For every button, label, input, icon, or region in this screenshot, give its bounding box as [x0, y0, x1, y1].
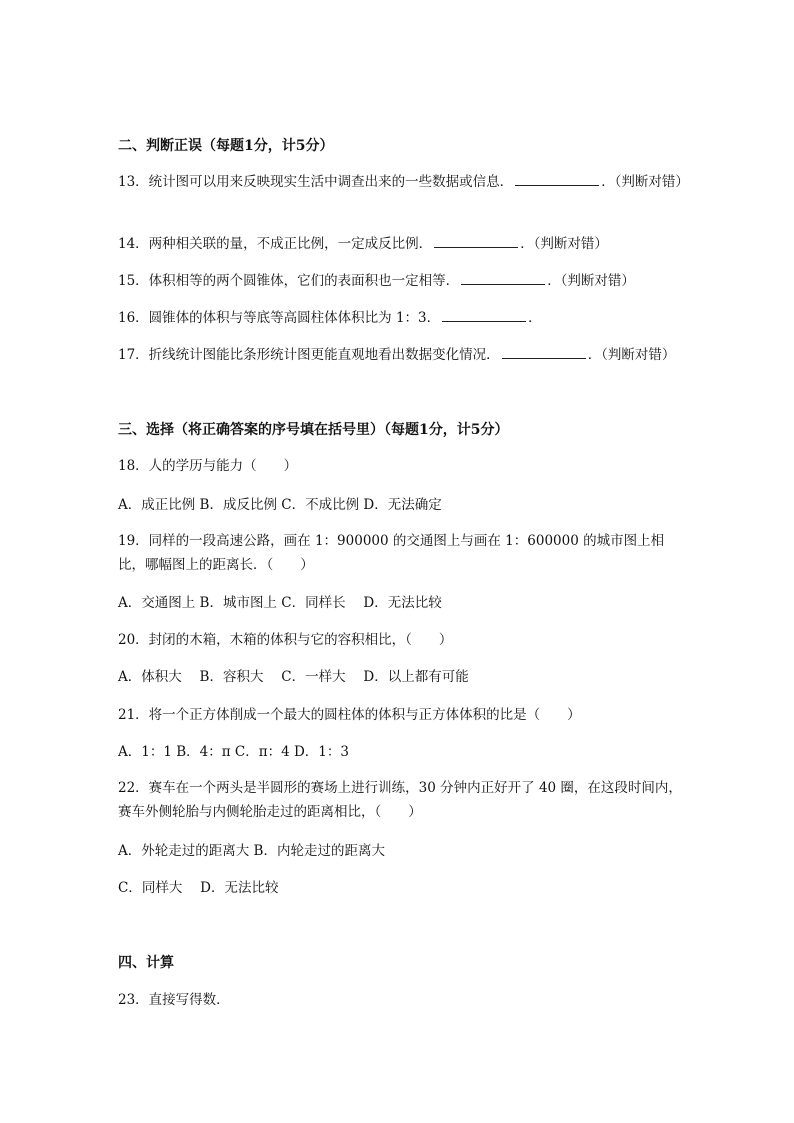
- question-15: [118, 271, 688, 291]
- question-19: 19．同样的一段高速公路，画在 1：900000 的交通图上与画在 1：600000 的城市图上相比，哪幅图上的距离长．（ ）: [118, 533, 665, 573]
- question-22-options-2: C．同样大 D．无法比较: [118, 880, 279, 896]
- question-22: 22．赛车在一个两头是半圆形的赛场上进行训练，30 分钟内正好开了 40 圈，在这段时间内，赛车外侧轮胎与内侧轮胎走过的距离相比，（ ）: [118, 780, 682, 820]
- question-19-options: A．交通图上 B．城市图上 C．同样长 D．无法比较: [118, 595, 442, 611]
- question-21: 21．将一个正方体削成一个最大的圆柱体的体积与正方体体积的比是（ ）: [118, 707, 581, 723]
- question-14: [118, 234, 688, 254]
- question-23: 23．直接写得数．: [118, 992, 230, 1008]
- question-13: [118, 170, 690, 194]
- question-20-options: A．体积大 B．容积大 C．一样大 D．以上都有可能: [118, 669, 469, 685]
- section3-heading: 三、选择（将正确答案的序号填在括号里）（每题1分，计5分）: [118, 422, 509, 438]
- question-15-suffix: ．（判断对错）: [547, 273, 635, 289]
- question-17-suffix: ．（判断对错）: [587, 347, 676, 363]
- question-13-suffix: ．（判断对错）: [601, 174, 689, 190]
- question-22-options-1: A．外轮走过的距离大 B．内轮走过的距离大: [118, 843, 385, 859]
- question-17-text: 17．折线统计图能比条形统计图更能直观地看出数据变化情况．: [118, 347, 500, 363]
- question-14-text: 14．两种相关联的量，不成正比例，一定成反比例．: [118, 236, 433, 252]
- question-16-suffix: ．: [528, 310, 542, 326]
- question-18-options: A．成正比例 B．成反比例 C．不成比例 D．无法确定: [118, 497, 442, 513]
- section2-heading: 二、判断正误（每题1分，计5分）: [118, 138, 334, 154]
- question-13-text: 13．统计图可以用来反映现实生活中调查出来的一些数据或信息．: [118, 174, 514, 190]
- question-20: 20．封闭的木箱，木箱的体积与它的容积相比，（ ）: [118, 632, 453, 648]
- question-14-suffix: ．（判断对错）: [520, 236, 608, 252]
- answer-blank-17[interactable]: [502, 346, 586, 359]
- question-18: 18．人的学历与能力（ ）: [118, 458, 298, 474]
- question-16: [118, 308, 688, 328]
- question-16-text: 16．圆锥体的体积与等底等高圆柱体体积比为 1：3．: [118, 310, 441, 326]
- question-21-options: A．1：1 B．4：π C．π：4 D．1：3: [118, 744, 349, 760]
- answer-blank-13[interactable]: [515, 173, 599, 186]
- answer-blank-15[interactable]: [461, 272, 545, 285]
- answer-blank-16[interactable]: [442, 309, 526, 322]
- answer-blank-14[interactable]: [434, 235, 518, 248]
- question-15-text: 15．体积相等的两个圆锥体，它们的表面积也一定相等．: [118, 273, 460, 289]
- section4-heading: 四、计算: [118, 955, 174, 971]
- question-17: [118, 345, 688, 365]
